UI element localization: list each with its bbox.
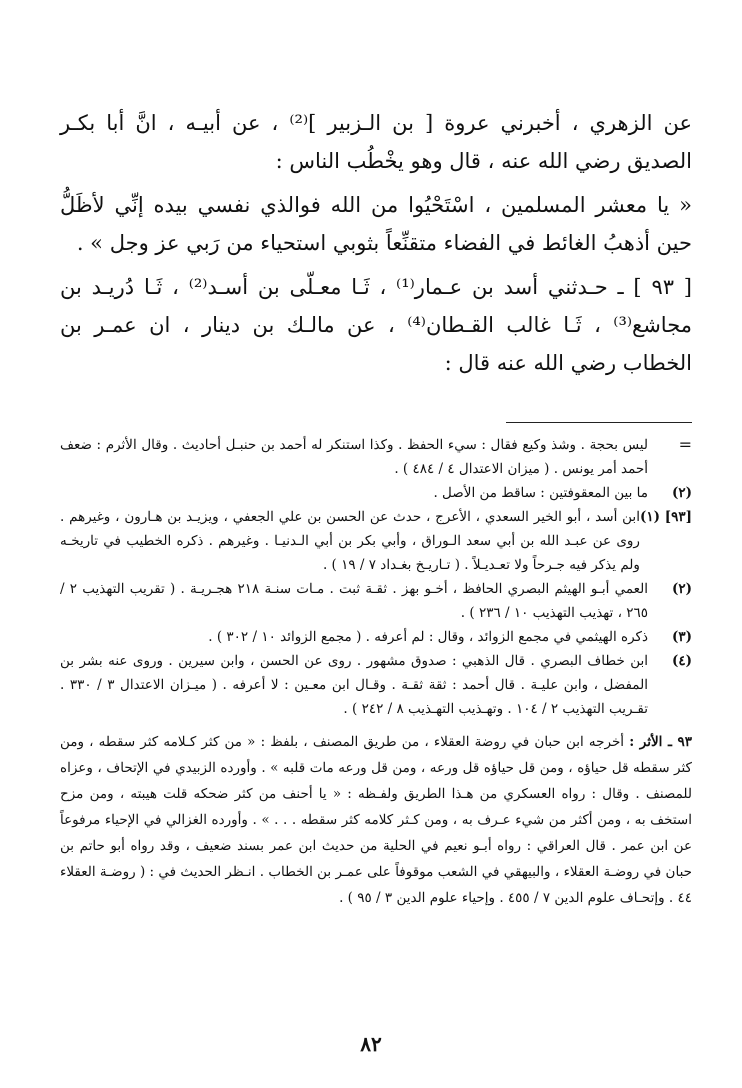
footnote-text: ذكره الهيثمي في مجمع الزوائد ، وقال : لم أعرفه . ( مجمع الزوائد ١٠ / ٣٠٢ ) . — [208, 629, 648, 645]
footnote-separator — [506, 422, 692, 423]
footnote — [60, 433, 692, 481]
athar-note — [60, 729, 692, 911]
athar-text: أخرجه ابن حبان في روضة العقلاء ، من طريق المصنف ، بلفظ : « من كثر كـلامه كثر سقطه ، ومن كثر سقطه قل حياؤه ، ومن قل حياؤه قل ورعه ، ومن قل ورعه مات قلبه » . وأورده الزبيدي في الإتحاف ، وعزاه للمصنف . وقال : رواه العسكري من هـذا الطريق ولفـظه : « يا أحنف من كثر ضحكه قلت هيبته ، ومن مزح استخف به ، ومن أكثر من شيء عـرف به ، ومن كـثر كلامه كثر سقطه . . . » . وأورده الغزالي في الإحياء مرفوعاً عن ابن عمر . قال العراقي : رواه أبـو نعيم في الحلية من حديث ابن عمر بسند ضعيف ، وقد رواه أبو حاتم بن حبان في روضـة العقلاء ، والبيهقي في الشعب موقوفاً على عمـر بن الخطاب . انـظر الحديث في : ( روضـة العقلاء ٤٤ . وإتحـاف علوم الدين ٧ / ٤٥٥ . وإحياء علوم الدين ٣ / ٩٥ ) . — [60, 734, 692, 906]
footnote-text: ابن أسد ، أبو الخير السعدي ، الأعرج ، حدث عن الحسن بن علي الجعفي ، ويزيـد بن هـارون ، وغيرهم . روى عن عبـد الله بن أبي سعد الـوراق ، وأبي بكر بن أبي الـدنيـا . وغيرهم . ذكره الخطيب في تاريخـه ولم يذكر فيه جـرحاً ولا تعـديـلاً . ( تـاريـخ بغـداد ٧ / ١٩ ) . — [60, 509, 640, 573]
main-paragraph-2: « يا معشر المسلمين ، اسْتَحْيُوا من الله فوالذي نفسي بيده إنِّي لأظَلُّ حين أذهبُ الغائط في الفضاء متقنِّعاً بثوبي استحياء من رَبي عز وجل » . — [60, 193, 692, 255]
footnote-mark: (٣) — [671, 629, 692, 645]
footnote-separator-wrap — [60, 404, 692, 423]
main-paragraph-3: [ ٩٣ ] ـ حـدثني أسد بن عـمار⁽¹⁾ ، ثَـا معـلّى بن أسـد⁽²⁾ ، ثَـا دُريـد بن مجاشع⁽³⁾ ، ثَـا غالب القـطان⁽⁴⁾ ، عن مالـك بن دينار ، ان عمـر بن الخطاب رضي الله عنه قال : — [60, 275, 692, 375]
footnote-mark: = — [678, 435, 692, 454]
footnote-text: ليس بحجة . وشذ وكيع فقال : سيء الحفظ . وكذا استنكر له أحمد بن حنبـل أحاديث . وقال الأثرم : ضعف أحمد أمر يونس . ( ميزان الاعتدال ٤ / ٤٨٤ ) . — [60, 437, 648, 477]
main-paragraph-1: عن الزهري ، أخبرني عروة [ بن الـزبير ]⁽²⁾ ، عن أبيـه ، انَّ أبا بكـر الصديق رضي الله عنه ، قال وهو يخْطُب الناس : — [60, 111, 692, 173]
footnote — [60, 505, 692, 577]
footnote — [60, 481, 692, 505]
footnote-text: العمي أبـو الهيثم البصري الحافظ ، أخـو بهز . ثقـة ثبت . مـات سنـة ٢١٨ هجـريـة . ( تقريب التهذيب ٢ / ٢٦٥ ، تهذيب التهذيب ١٠ / ٢٣٦ ) . — [60, 581, 648, 621]
page-content — [60, 104, 692, 911]
footnote-mark: [٩٣] (١) — [639, 509, 692, 525]
footnote — [60, 577, 692, 625]
footnote — [60, 625, 692, 649]
footnote-mark: (٤) — [671, 653, 692, 669]
footnote — [60, 649, 692, 721]
footnotes — [60, 433, 692, 721]
athar-label: ٩٣ ـ الأثر : — [629, 734, 692, 750]
page-number: ٨٢ — [360, 1032, 382, 1056]
footnote-text: ما بين المعقوفتين : ساقط من الأصل . — [433, 485, 648, 501]
footnote-mark: (٢) — [671, 581, 692, 597]
footnote-text: ابن خطاف البصري . قال الذهبي : صدوق مشهور . روى عن الحسن ، وابن سيرين . وروى عنه بشر بن المفضل ، وابن عليـة . قال أحمد : ثقة ثقـة . وقـال ابن معـين : لا أعرفه . ( ميـزان الاعتدال ٣ / ٣٣٠ . تقـريب التهذيب ٢ / ١٠٤ . وتهـذيب التهـذيب ٨ / ٢٤٢ ) . — [60, 653, 648, 717]
footnote-mark: (٢) — [671, 485, 692, 501]
